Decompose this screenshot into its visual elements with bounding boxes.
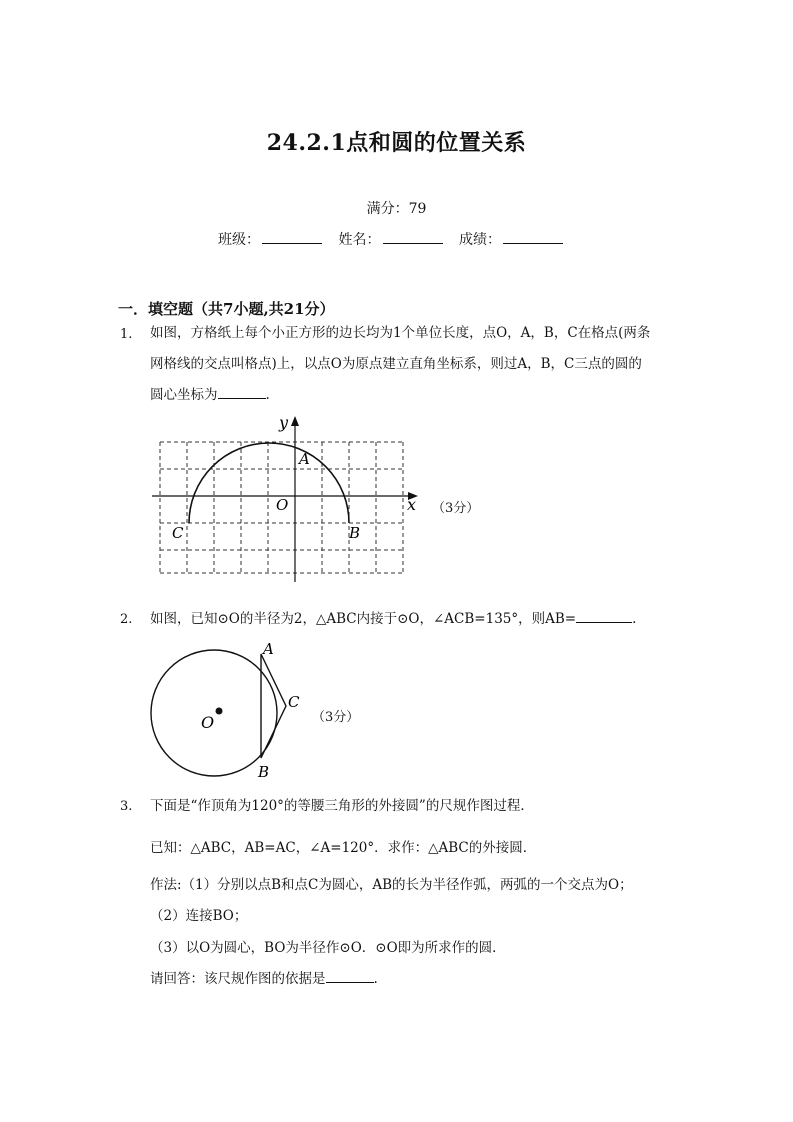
name-label: 姓名： bbox=[338, 232, 381, 248]
point-b-label: B bbox=[258, 763, 270, 781]
score-field[interactable] bbox=[503, 231, 563, 244]
question-line: 如图，方格纸上每个小正方形的边长均为1个单位长度，点O，A，B，C在格点(两条 bbox=[150, 325, 651, 341]
answer-blank[interactable] bbox=[218, 385, 266, 399]
question-end: . bbox=[265, 387, 270, 403]
question-number: 3. bbox=[120, 799, 133, 814]
arc bbox=[189, 443, 349, 523]
question-line-text: 如图，已知⊙O的半径为2，△ABC内接于⊙O，∠ACB=135°，则AB= bbox=[150, 611, 577, 627]
point-a-label: A bbox=[263, 640, 274, 658]
question-line: （3）以O为圆心，BO为半径作⊙O．⊙O即为所求作的圆． bbox=[150, 940, 506, 956]
question-line: 已知：△ABC，AB=AC，∠A=120°．求作：△ABC的外接圆． bbox=[150, 840, 537, 856]
point-c-label: C bbox=[288, 693, 300, 711]
coordinate-grid-figure bbox=[148, 412, 428, 588]
point-b-label: B bbox=[349, 524, 361, 542]
center-point bbox=[216, 708, 223, 715]
question-end: . bbox=[632, 611, 637, 627]
class-label: 班级： bbox=[218, 232, 261, 248]
center-label: O bbox=[201, 713, 215, 732]
question-line: 作法:（1）分别以点B和点C为圆心，AB的长为半径作弧，两弧的一个交点为O； bbox=[150, 877, 633, 893]
answer-blank[interactable] bbox=[576, 609, 632, 623]
point-c-label: C bbox=[172, 524, 184, 542]
question-end: . bbox=[373, 971, 378, 987]
question-score: （3分） bbox=[312, 710, 360, 725]
circle-figure bbox=[148, 640, 318, 785]
section-heading: 一．填空题（共7小题,共21分） bbox=[118, 300, 335, 318]
x-axis-label: x bbox=[407, 495, 417, 514]
y-axis-arrow bbox=[291, 416, 299, 426]
y-axis-label: y bbox=[279, 413, 289, 432]
question-line: 下面是“作顶角为120°的等腰三角形的外接圆”的尺规作图过程． bbox=[150, 798, 534, 814]
question-line bbox=[150, 380, 270, 411]
question-line: 网格线的交点叫格点)上，以点O为原点建立直角坐标系，则过A，B，C三点的圆的 bbox=[150, 356, 642, 372]
question-number: 2. bbox=[120, 612, 133, 627]
question-line bbox=[150, 964, 378, 995]
question-line-text: 请回答：该尺规作图的依据是 bbox=[150, 971, 326, 987]
question-line: （2）连接BO； bbox=[150, 908, 248, 924]
question-number: 1. bbox=[120, 327, 133, 342]
name-field[interactable] bbox=[383, 231, 443, 244]
full-mark: 满分：79 bbox=[366, 201, 427, 217]
class-field[interactable] bbox=[262, 231, 322, 244]
question-line-text: 圆心坐标为 bbox=[150, 387, 218, 403]
point-a-label: A bbox=[299, 450, 310, 468]
score-label: 成绩： bbox=[458, 232, 501, 248]
origin-label: O bbox=[276, 496, 289, 514]
question-line bbox=[150, 604, 636, 635]
student-info bbox=[0, 229, 793, 249]
question-score: （3分） bbox=[432, 501, 480, 516]
page-title: 24.2.1点和圆的位置关系 bbox=[266, 130, 527, 156]
triangle-abc bbox=[261, 654, 286, 758]
answer-blank[interactable] bbox=[326, 969, 374, 983]
